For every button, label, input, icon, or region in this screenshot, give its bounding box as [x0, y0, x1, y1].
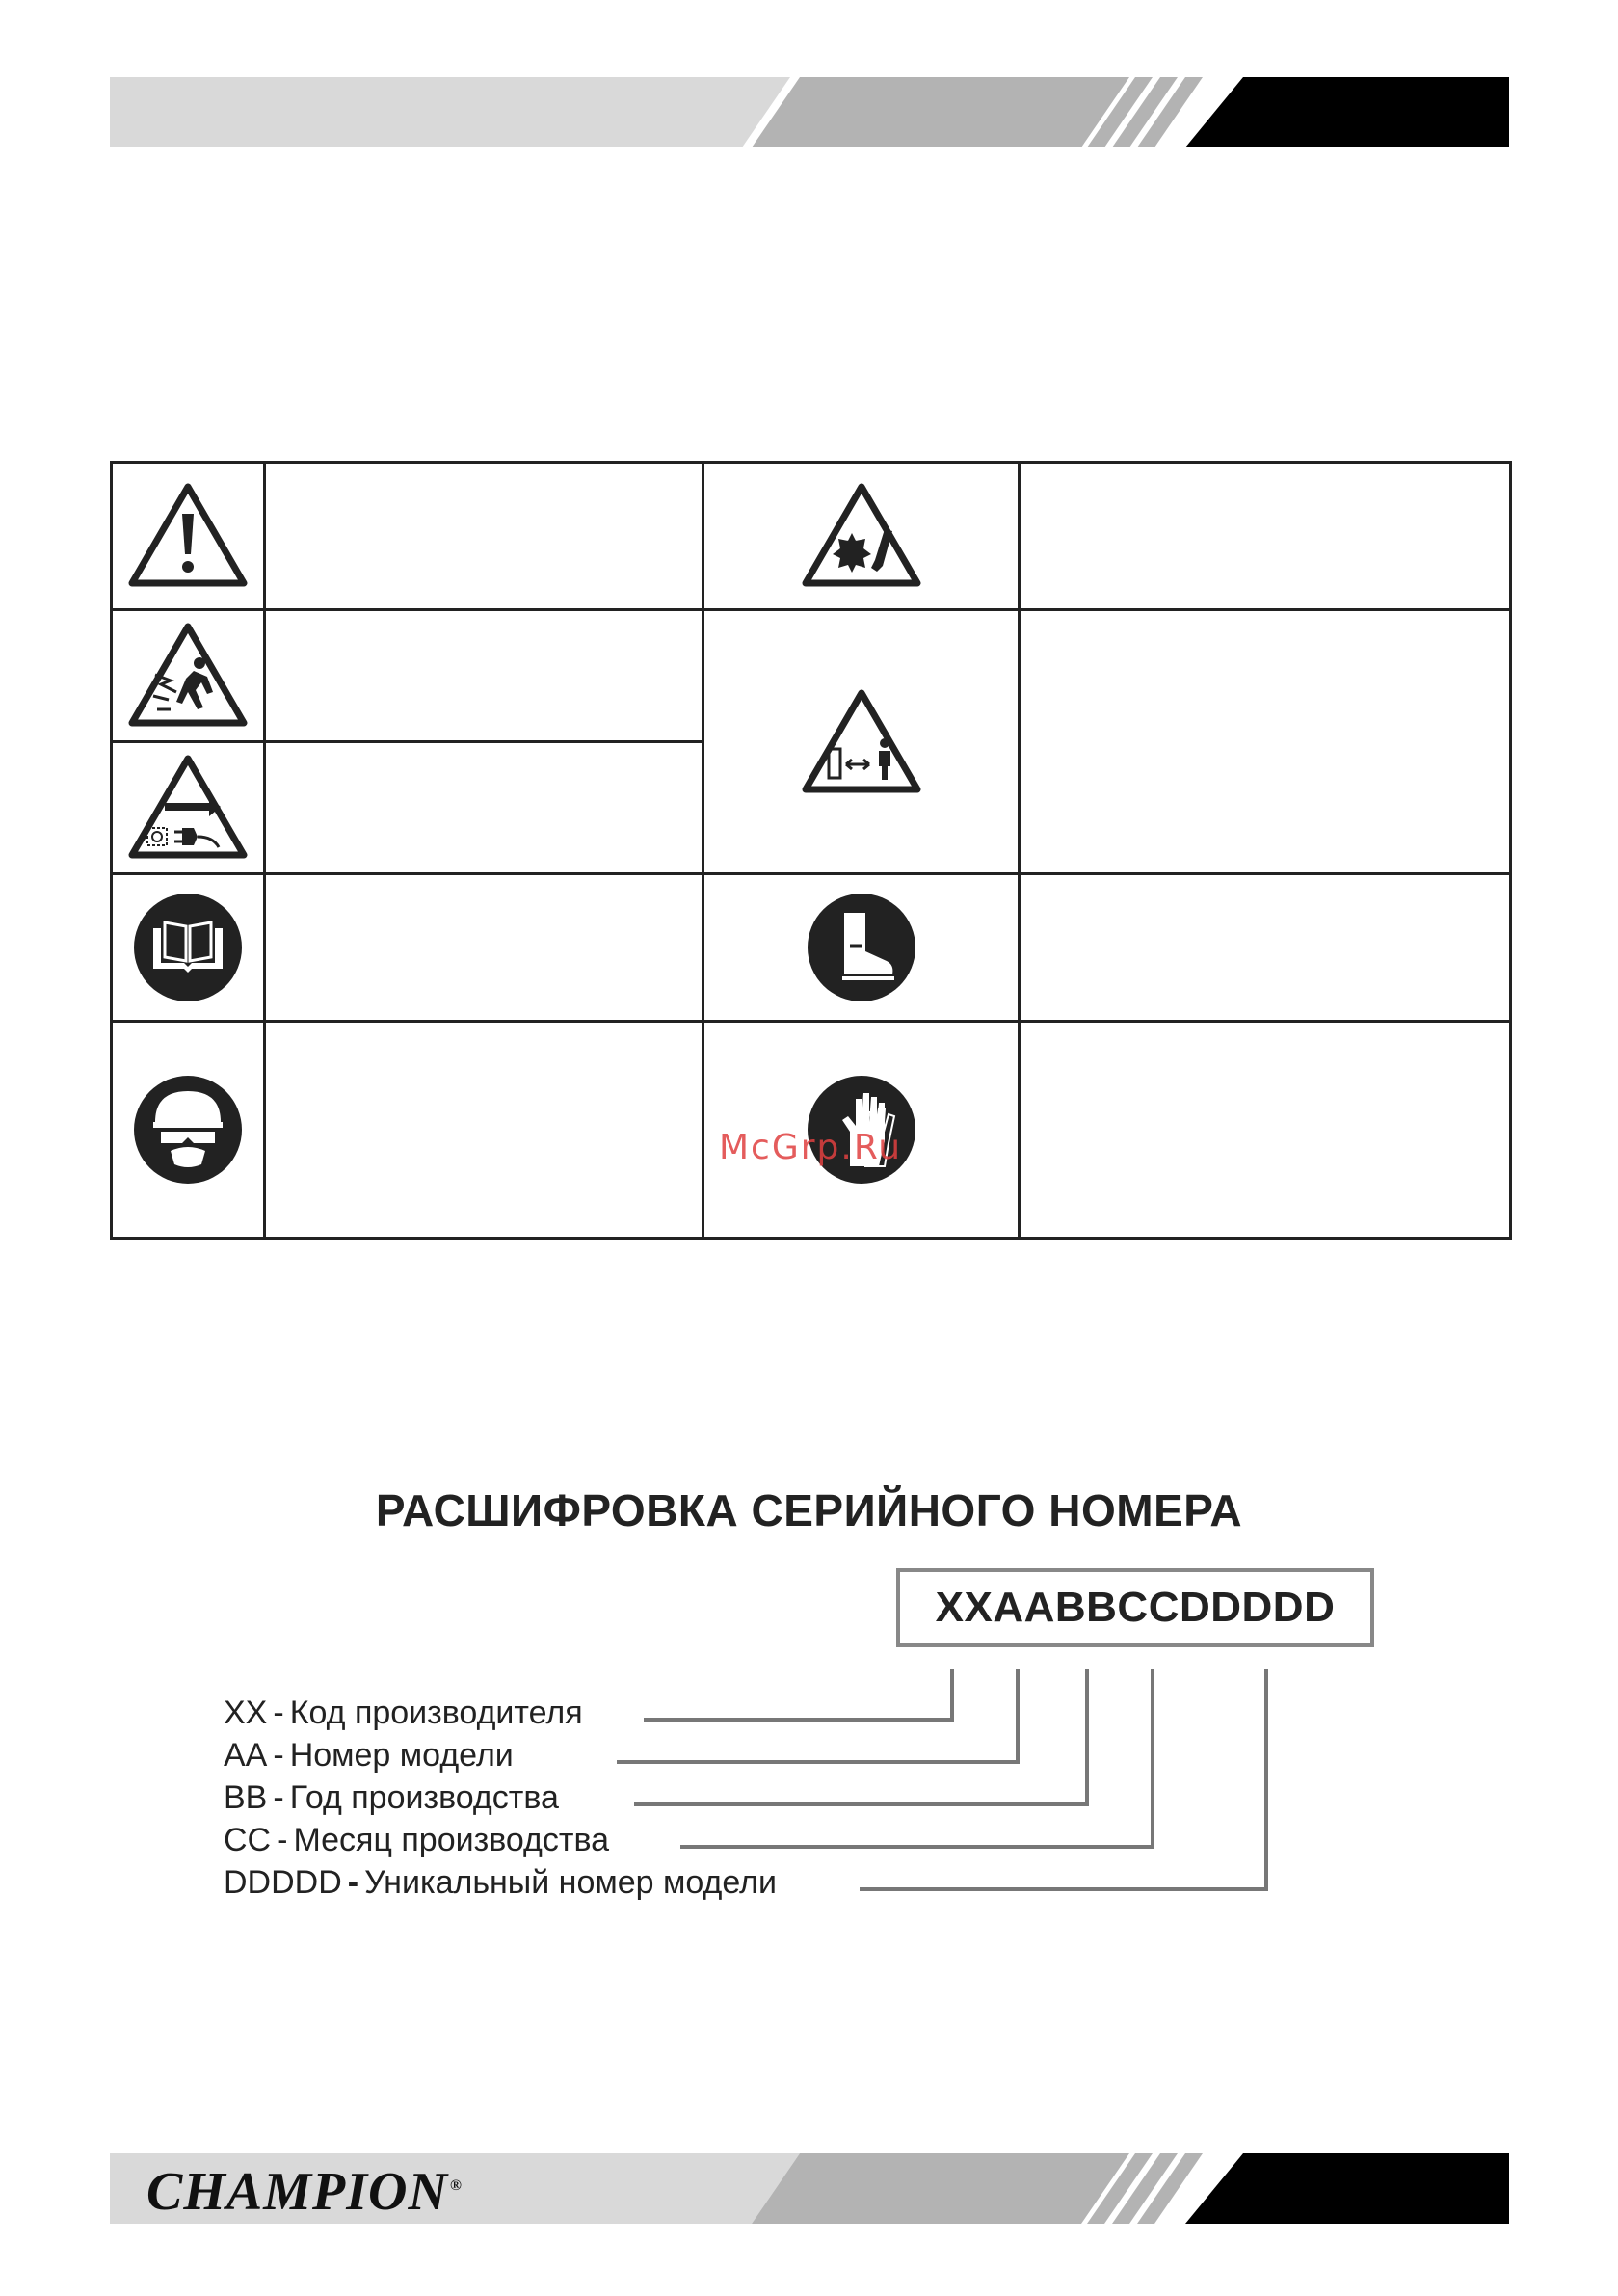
- legend-code: DDDDD: [224, 1864, 342, 1901]
- legend-text: Месяц производства: [293, 1822, 610, 1858]
- registered-mark: ®: [449, 2177, 463, 2195]
- serial-example-box: XXAABBCCDDDDD: [896, 1568, 1374, 1647]
- legend-text: Год производства: [289, 1779, 559, 1816]
- legend-separator: -: [273, 1737, 284, 1774]
- watermark: McGrp.Ru: [719, 1128, 903, 1167]
- legend-code: AA: [224, 1737, 268, 1774]
- legend-code: CC: [224, 1822, 272, 1858]
- legend-code: BB: [224, 1779, 268, 1816]
- connector-ddddd: [860, 1669, 1266, 1889]
- connector-xx: [644, 1669, 952, 1720]
- legend-separator: -: [277, 1822, 288, 1858]
- legend-text: Код производителя: [289, 1695, 583, 1731]
- legend-code: XX: [224, 1695, 268, 1731]
- champion-logo: [146, 2161, 463, 2223]
- legend-separator: -: [273, 1695, 284, 1731]
- logo-text: CHAMPION: [146, 2162, 448, 2222]
- connector-cc: [680, 1669, 1153, 1847]
- legend-text: Уникальный номер модели: [364, 1864, 777, 1901]
- legend-separator: -: [347, 1864, 359, 1901]
- connector-aa: [617, 1669, 1018, 1762]
- serial-section-title: РАСШИФРОВКА СЕРИЙНОГО НОМЕРА: [375, 1485, 1243, 1535]
- legend-separator: -: [273, 1779, 284, 1816]
- legend-text: Номер модели: [289, 1737, 514, 1774]
